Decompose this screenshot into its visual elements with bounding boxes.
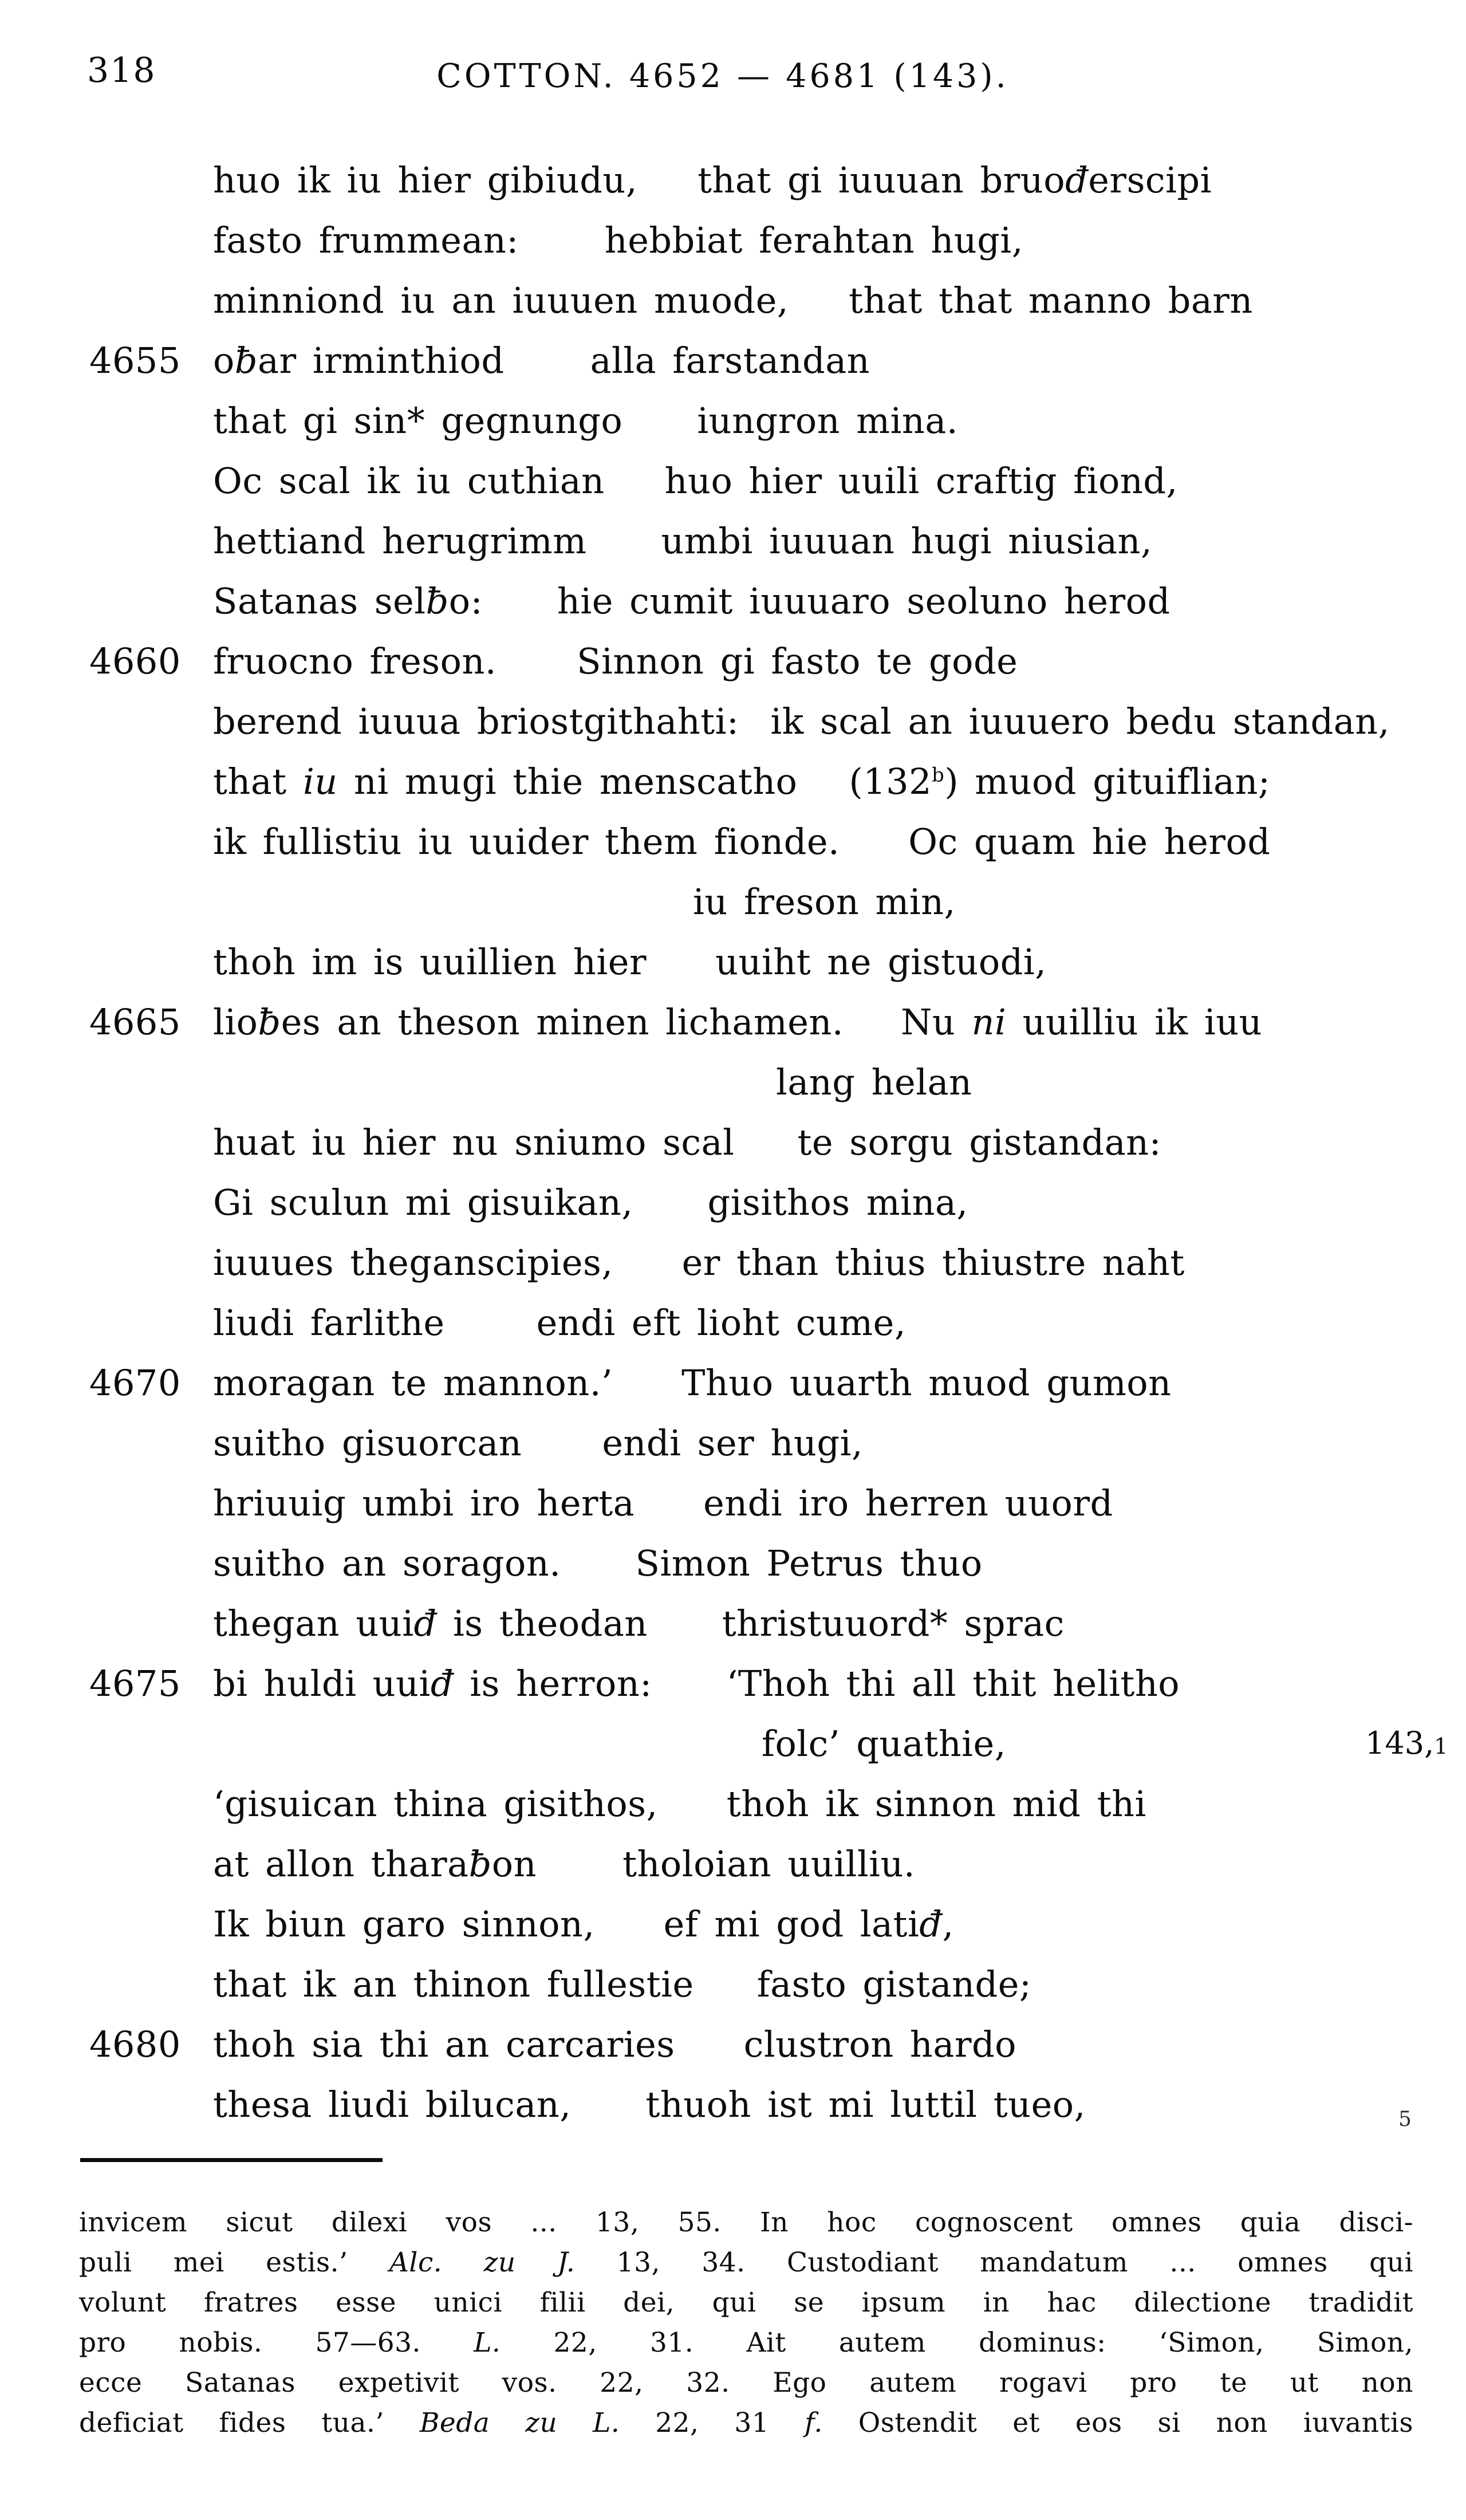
verse-half-line-a: suitho an soragon. [213,1542,561,1584]
verse-half-line-b: fasto gistande; [756,1963,1032,2005]
verse-half-line-a: thesa liudi bilucan, [213,2084,572,2125]
verse-half-line-b: ef mi god latiđ, [663,1903,954,1945]
footnote-line: puli mei estis.’ Alc. zu J. 13, 34. Custodiant mandatum ... omnes qui [79,2247,1414,2278]
verse-half-line-b: uuiht ne gistuodi, [715,941,1047,983]
verse-half-line-b: Thuo uuarth muod gumon [681,1362,1172,1404]
verse-line [0,330,1466,391]
verse-half-line-b: that gi iuuuan bruođerscipi [697,159,1212,201]
verse-line [0,691,1466,751]
verse-line [0,2074,1466,2135]
verse-line [0,511,1466,571]
verse-half-line-b: ik scal an iuuuero bedu standan, [770,700,1390,742]
verse-half-line-a: that iu ni mugi thie menscatho [213,761,798,802]
verse-half-line-b: alla farstandan [590,340,870,381]
verse-half-line-b: huo hier uuili craftig fiond, [664,460,1178,502]
verse-half-line-a: ik fullistiu iu uuider them fionde. [213,821,840,863]
verse-half-line-b: umbi iuuuan hugi niusian, [661,520,1153,562]
verse-half-line-a: iu freson min, [693,881,956,923]
verse-half-line-a: fruocno freson. [213,640,497,682]
footnote-line: ecce Satanas expetivit vos. 22, 32. Ego autem rogavi pro te ut non [79,2367,1413,2399]
footnote-block [79,2203,1413,2443]
verse-half-line-b: iungron mina. [697,400,959,442]
verse-half-line-a: hriuuig umbi iro herta [213,1482,635,1524]
verse-half-line-a: at allon tharaƀon [213,1843,537,1885]
running-title: COTTON. 4652 — 4681 (143). [436,57,1009,95]
verse-line [0,1714,1466,1774]
verse-half-line-b: hebbiat ferahtan hugi, [604,219,1023,261]
verse-half-line-a: ‘gisuican thina gisithos, [213,1783,658,1825]
verse-half-line-b: endi eft lioht cume, [536,1302,907,1344]
verse-line-number: 4660 [89,640,181,682]
verse-line [0,1293,1466,1353]
verse-line [0,1172,1466,1233]
verse-half-line-b: Oc quam hie herod [908,821,1271,863]
verse-line [0,1233,1466,1293]
verse-line-number: 4680 [89,2023,181,2065]
verse-half-line-b: ‘Thoh thi all thit helitho [726,1663,1180,1704]
verse-half-line-b: Nu ni uuilliu ik iuu [901,1001,1263,1043]
verse-line-number: 4655 [89,340,181,381]
verse-half-line-b: thoh ik sinnon mid thi [726,1783,1146,1825]
verse-line [0,1593,1466,1653]
verse-half-line-b: gisithos mina, [707,1182,968,1223]
verse-half-line-a: bi huldi uuiđ is herron: [213,1663,652,1704]
verse-half-line-b: Sinnon gi fasto te gode [577,640,1018,682]
verse-half-line-a: folc’ quathie, [762,1723,1006,1765]
page-number: 318 [87,50,156,90]
verse-half-line-a: thoh im is uuillien hier [213,941,647,983]
signature-mark: 5 [1398,2108,1412,2131]
verse-line [0,1112,1466,1172]
verse-line-number: 4665 [89,1001,181,1043]
verse-half-line-a: that ik an thinon fullestie [213,1963,694,2005]
verse-half-line-a: minniond iu an iuuuen muode, [213,279,789,321]
footnote-line: pro nobis. 57—63. L. 22, 31. Ait autem dominus: ‘Simon, Simon, [79,2327,1414,2358]
verse-half-line-a: lioƀes an theson minen lichamen. [213,1001,844,1043]
verse-half-line-a: berend iuuua briostgithahti: [213,700,739,742]
verse-line [0,1413,1466,1473]
footnote-line: deficiat fides tua.’ Beda zu L. 22, 31 f. Ostendit et eos si non iuvantis [79,2407,1414,2439]
margin-verse-note [1365,1726,1448,1763]
verse-line [0,1353,1466,1413]
verse-block [0,150,1466,2135]
verse-half-line-b: hie cumit iuuuaro seoluno herod [557,580,1171,622]
footnote-line: invicem sicut dilexi vos ... 13, 55. In hoc cognoscent omnes quia disci- [79,2207,1413,2238]
verse-half-line-b: te sorgu gistandan: [797,1121,1161,1163]
verse-half-line-b: endi ser hugi, [602,1422,864,1464]
verse-half-line-a: iuuues theganscipies, [213,1242,613,1283]
verse-line [0,2014,1466,2074]
verse-line [0,1774,1466,1834]
verse-line [0,451,1466,511]
verse-half-line-a: oƀar irminthiod [213,340,505,381]
verse-line [0,1533,1466,1593]
verse-line [0,150,1466,210]
verse-line [0,1834,1466,1894]
verse-half-line-a: Oc scal ik iu cuthian [213,460,605,502]
verse-half-line-a: huo ik iu hier gibiudu, [213,159,638,201]
verse-half-line-b: clustron hardo [743,2023,1016,2065]
verse-line [0,1052,1466,1112]
verse-line [0,571,1466,631]
verse-half-line-a: thoh sia thi an carcaries [213,2023,675,2065]
verse-line [0,1954,1466,2014]
verse-half-line-a: suitho gisuorcan [213,1422,522,1464]
verse-line [0,391,1466,451]
margin-verse-note-main: 143, [1365,1725,1435,1761]
verse-half-line-a: thegan uuiđ is theodan [213,1602,648,1644]
verse-half-line-b: endi iro herren uuord [703,1482,1113,1524]
verse-line-number: 4670 [89,1362,181,1404]
verse-line [0,992,1466,1052]
verse-half-line-a: Ik biun garo sinnon, [213,1903,595,1945]
verse-half-line-b: (132$^b$) muod gituiflian; [849,761,1271,802]
verse-line [0,631,1466,691]
verse-line [0,872,1466,932]
verse-half-line-b: er than thius thiustre naht [681,1242,1185,1283]
verse-line [0,812,1466,872]
verse-half-line-b: that that manno barn [849,279,1253,321]
verse-half-line-a: hettiand herugrimm [213,520,587,562]
verse-line [0,1473,1466,1533]
verse-half-line-b: Simon Petrus thuo [635,1542,983,1584]
verse-half-line-a: liudi farlithe [213,1302,445,1344]
verse-half-line-a: huat iu hier nu sniumo scal [213,1121,735,1163]
footnote-line: volunt fratres esse unici filii dei, qui se ipsum in hac dilectione tradidit [79,2287,1413,2318]
verse-line [0,210,1466,270]
verse-half-line-a: that gi sin* gegnungo [213,400,623,442]
verse-half-line-a: fasto frummean: [213,219,519,261]
verse-line [0,751,1466,812]
footnote-separator-rule [80,2158,383,2162]
margin-verse-note-sub: 1 [1434,1734,1448,1759]
verse-line [0,1653,1466,1714]
verse-half-line-b: thuoh ist mi luttil tueo, [645,2084,1086,2125]
verse-line [0,1894,1466,1954]
verse-half-line-b: tholoian uuilliu. [622,1843,916,1885]
verse-line [0,270,1466,330]
verse-half-line-a: lang helan [776,1061,972,1103]
verse-half-line-a: Satanas selƀo: [213,580,483,622]
verse-half-line-a: moragan te mannon.’ [213,1362,613,1404]
verse-half-line-a: Gi sculun mi gisuikan, [213,1182,633,1223]
verse-half-line-b: thristuuord* sprac [722,1602,1065,1644]
verse-line [0,932,1466,992]
verse-line-number: 4675 [89,1663,181,1704]
